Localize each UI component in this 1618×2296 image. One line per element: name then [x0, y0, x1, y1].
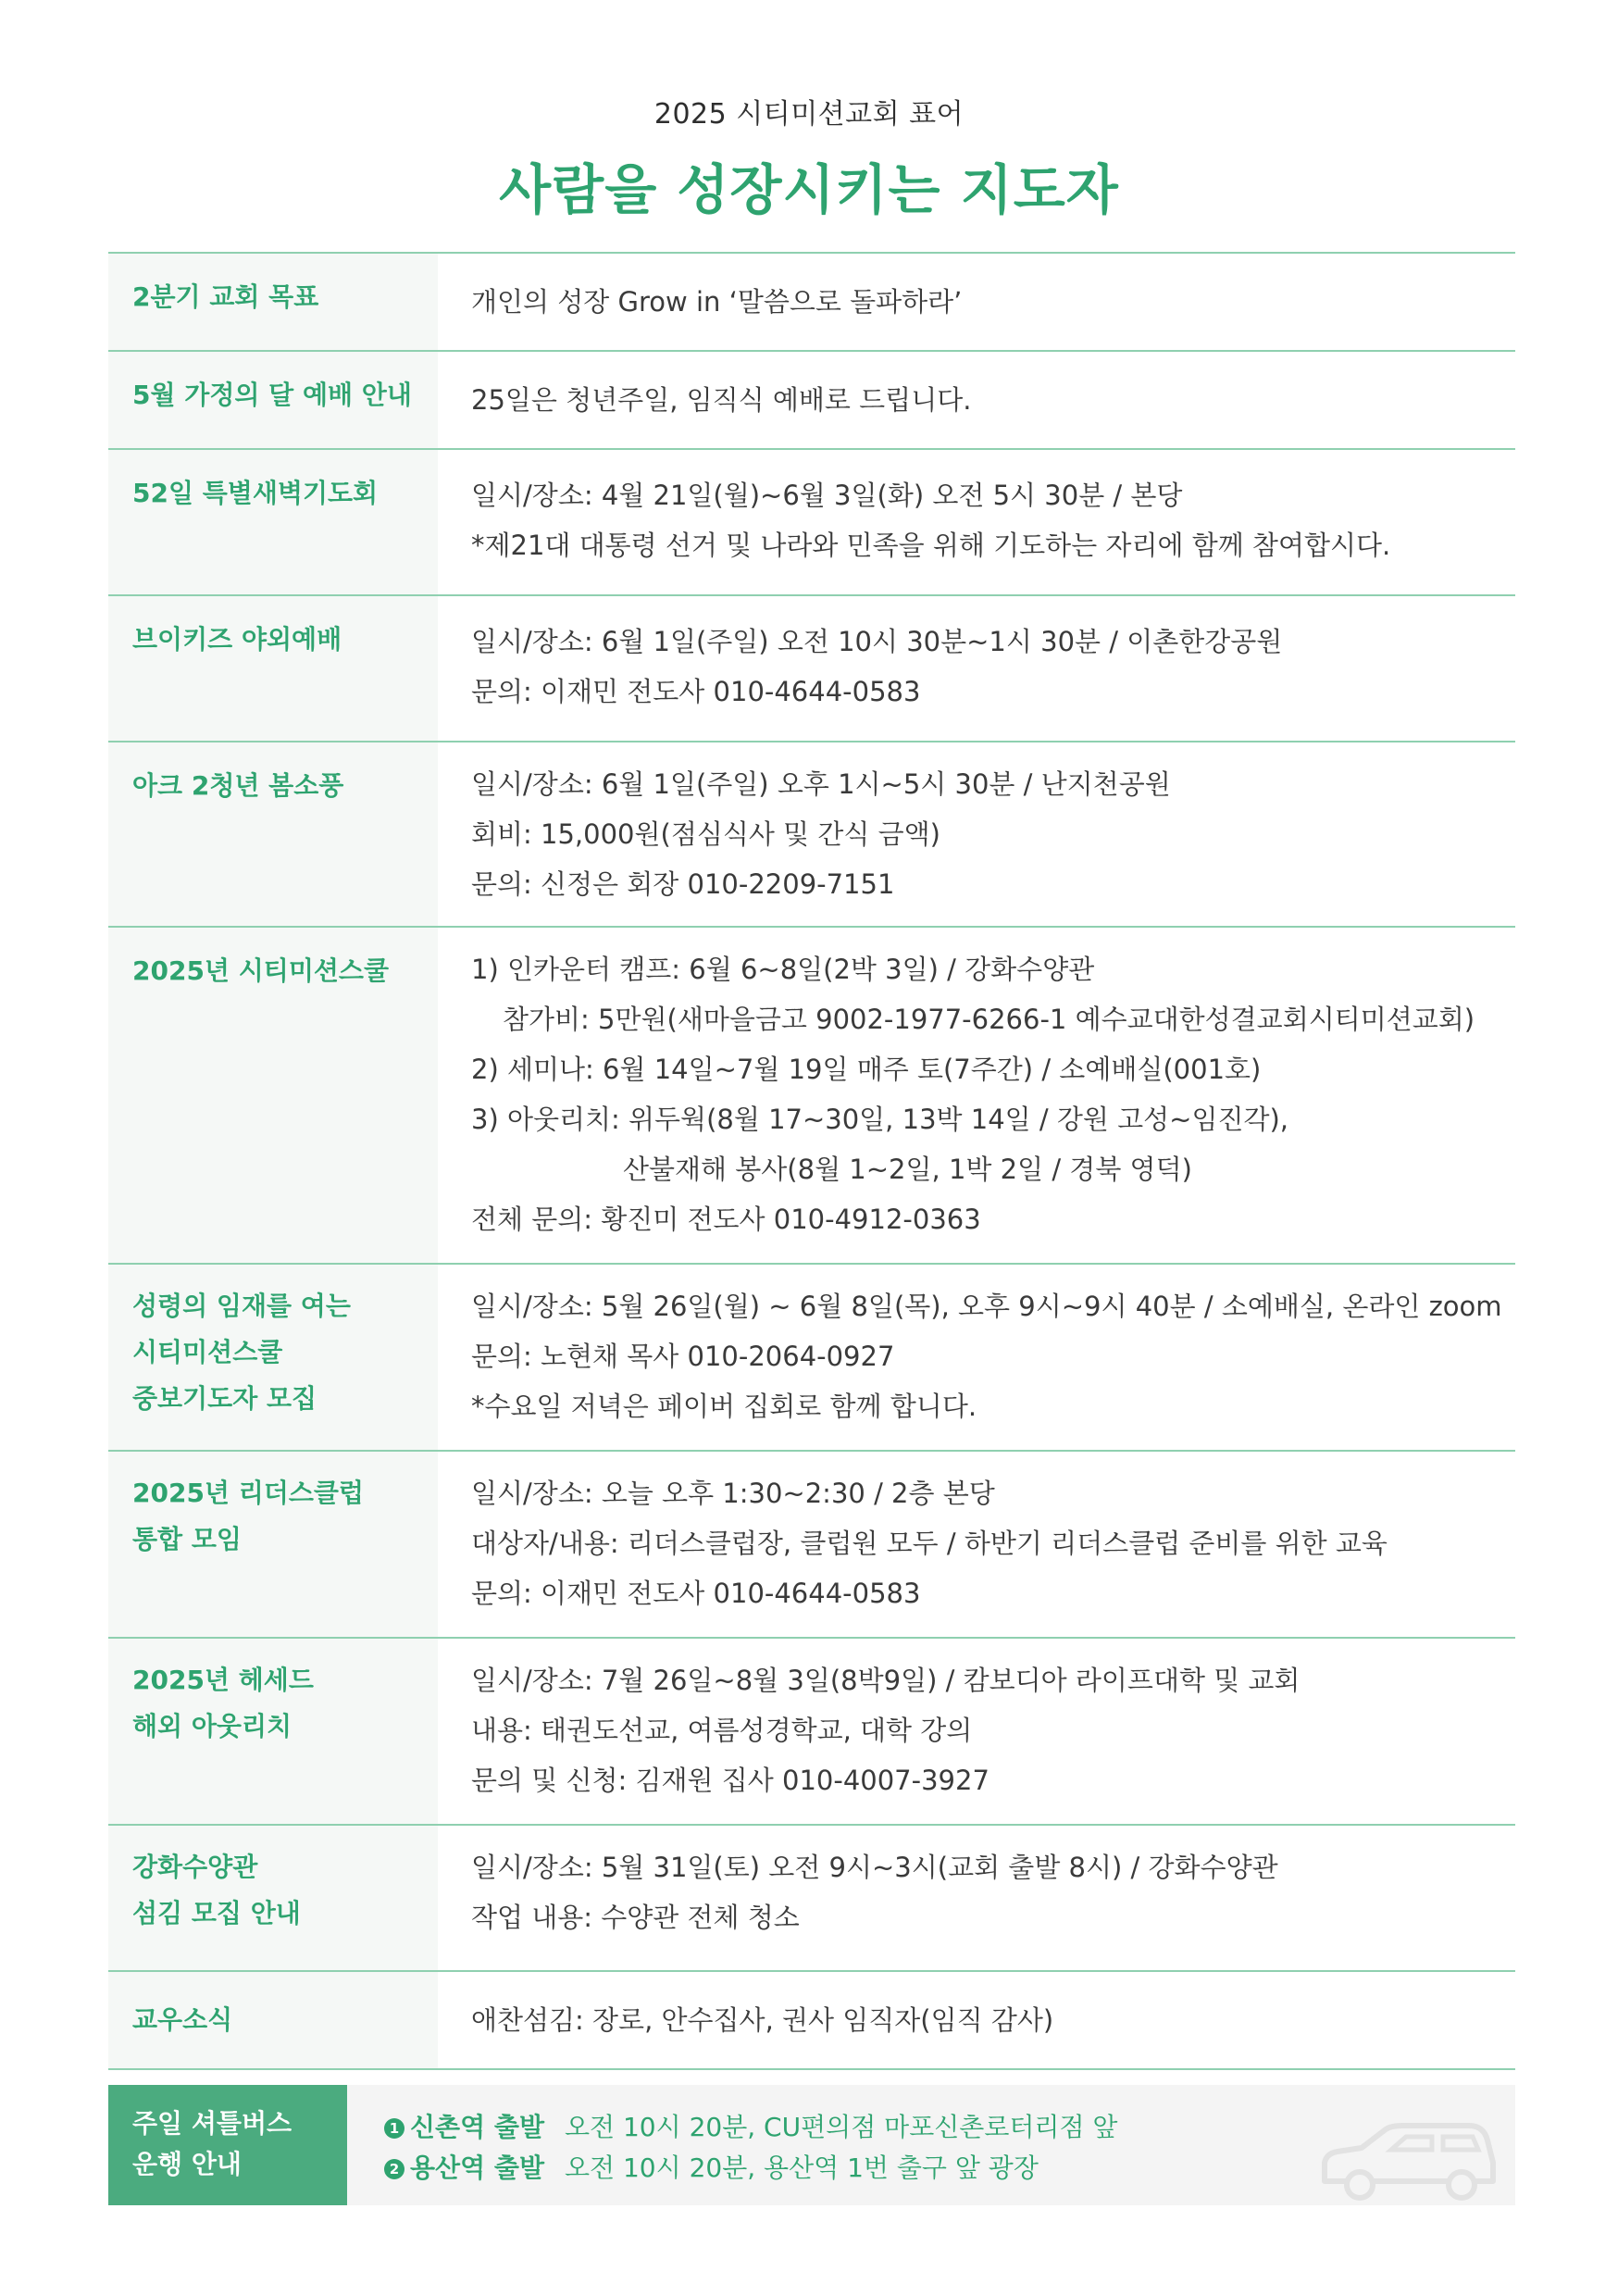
row-content: 개인의 성장 Grow in ‘말씀으로 돌파하라’ [471, 286, 963, 318]
row-label: 2025년 헤세드 해외 아웃리치 [108, 1639, 438, 1824]
route-number-badge: 1 [384, 2118, 404, 2139]
route-name: 용산역 출발 [410, 2152, 544, 2183]
row-content: 일시/장소: 오늘 오후 1:30~2:30 / 2층 본당 대상자/내용: 리더스클럽장, 클럽원 모두 / 하반기 리더스클럽 준비를 위한 교육 문의: 이재민 전도사 010-4644-0583 [471, 1478, 1388, 1609]
table-row [108, 928, 1515, 1265]
row-label: 5월 가정의 달 예배 안내 [108, 352, 438, 448]
row-label: 교우소식 [108, 1972, 438, 2068]
row-content: 일시/장소: 6월 1일(주일) 오전 10시 30분~1시 30분 / 이촌한강공원 문의: 이재민 전도사 010-4644-0583 [471, 626, 1283, 707]
table-row [108, 450, 1515, 596]
row-content: 일시/장소: 5월 26일(월) ~ 6월 8일(목), 오후 9시~9시 40분 / 소예배실, 온라인 zoom 문의: 노현채 목사 010-2064-0927 *수요일 저녁은 페이버 집회로 함께 합니다. [471, 1291, 1502, 1422]
table-row [108, 1452, 1515, 1639]
row-label: 아크 2청년 봄소풍 [108, 742, 438, 926]
announcement-table [108, 252, 1515, 2205]
row-label: 강화수양관 섬김 모집 안내 [108, 1826, 438, 1970]
table-row [108, 1826, 1515, 1972]
row-label: 2분기 교회 목표 [108, 254, 438, 350]
table-row [108, 1639, 1515, 1826]
shuttle-info [108, 2085, 1515, 2205]
row-content: 25일은 청년주일, 임직식 예배로 드립니다. [471, 384, 972, 416]
table-row [108, 596, 1515, 742]
table-row [108, 254, 1515, 352]
table-row [108, 352, 1515, 450]
row-label: 성령의 임재를 여는 시티미션스쿨 중보기도자 모집 [108, 1265, 438, 1450]
route-number-badge: 2 [384, 2159, 404, 2179]
row-content: 일시/장소: 4월 21일(월)~6월 3일(화) 오전 5시 30분 / 본당 *제21대 대통령 선거 및 나라와 민족을 위해 기도하는 자리에 함께 참여합시다. [471, 480, 1391, 561]
row-content: 1) 인카운터 캠프: 6월 6~8일(2박 3일) / 강화수양관 참가비: 5만원(새마을금고 9002-1977-6266-1 예수교대한성결교회시티미션교회) 2) 세미나: 6월 14일~7월 19일 매주 토(7주간) / 소예배실(001호) 3) 아웃리치: 위두웍(8월 17~30일, 13박 14일 / 강원 고성~임진각), 산불재해 봉사(8월 1~2일, 1박 2일 / 경북 영덕) 전체 문의: 황진미 전도사 010-4912-0363 [471, 954, 1475, 1235]
row-label: 52일 특별새벽기도회 [108, 450, 438, 594]
motto-subtitle: 2025 시티미션교회 표어 [653, 98, 965, 131]
row-label: 브이키즈 야외예배 [108, 596, 438, 741]
row-content: 일시/장소: 5월 31일(토) 오전 9시~3시(교회 출발 8시) / 강화수양관 작업 내용: 수양관 전체 청소 [471, 1852, 1278, 1933]
header [0, 91, 1618, 224]
table-row [108, 1972, 1515, 2070]
shuttle-routes [347, 2085, 1515, 2205]
motto-title: 사람을 성장시키는 지도자 [499, 158, 1119, 221]
row-content: 일시/장소: 7월 26일~8월 3일(8박9일) / 캄보디아 라이프대학 및 교회 내용: 태권도선교, 여름성경학교, 대학 강의 문의 및 신청: 김재원 집사 010-4007-3927 [471, 1665, 1301, 1796]
route-desc: 오전 10시 20분, CU편의점 마포신촌로터리점 앞 [565, 2112, 1118, 2142]
row-label: 2025년 리더스클럽 통합 모임 [108, 1452, 438, 1637]
route-name: 신촌역 출발 [410, 2112, 544, 2142]
row-content: 애찬섬김: 장로, 안수집사, 권사 임직자(임직 감사) [471, 2004, 1054, 2036]
table-row [108, 1265, 1515, 1452]
car-icon [1313, 2116, 1499, 2205]
row-label: 2025년 시티미션스쿨 [108, 928, 438, 1263]
shuttle-label: 주일 셔틀버스 운행 안내 [108, 2085, 347, 2205]
table-row [108, 742, 1515, 928]
route-desc: 오전 10시 20분, 용산역 1번 출구 앞 광장 [565, 2152, 1039, 2183]
row-content: 일시/장소: 6월 1일(주일) 오후 1시~5시 30분 / 난지천공원 회비: 15,000원(점심식사 및 간식 금액) 문의: 신정은 회장 010-2209-7151 [471, 768, 1171, 900]
